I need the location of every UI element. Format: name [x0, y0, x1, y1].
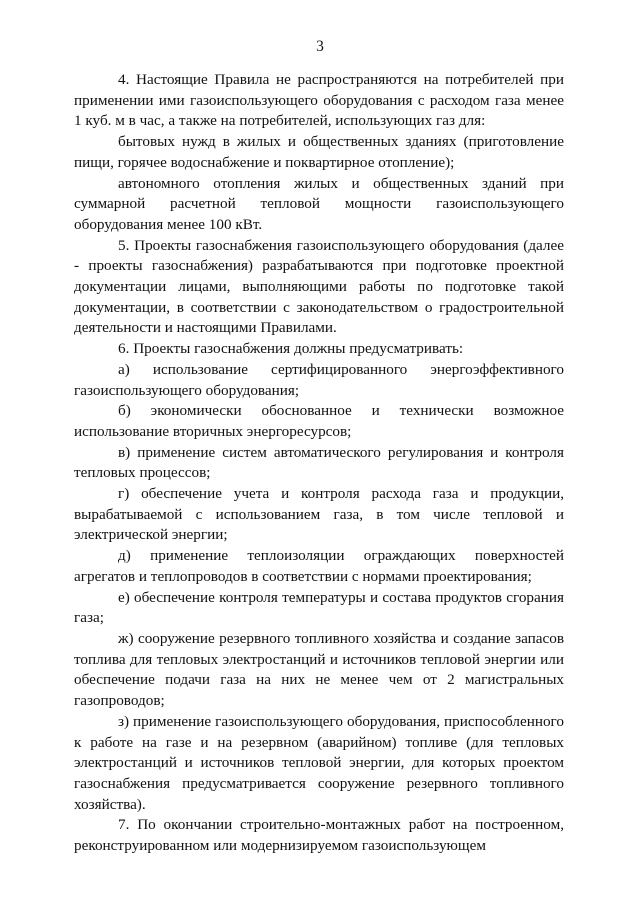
paragraph-6-d: д) применение теплоизоляции ограждающих поверхностей агрегатов и теплопроводов в соответствии с нормами проектирования;: [74, 547, 564, 585]
paragraph-6-z: з) применение газоиспользующего оборудования, приспособленного к работе на газе и на резервном (аварийном) топливе (для тепловых электростанций и источников тепловой энергии, для которых проектом газоснабжения предусматривается сооружение резервного топливного хозяйства).: [74, 712, 564, 813]
paragraph-6-e: е) обеспечение контроля температуры и состава продуктов сгорания газа;: [74, 588, 564, 627]
paragraph-6-b: б) экономически обоснованное и технически возможное использование вторичных энергоресурсов;: [74, 402, 564, 440]
paragraph-6-zh: ж) сооружение резервного топливного хозяйства и создание запасов топлива для тепловых электростанций и источников тепловой энергии или обеспечение подачи газа на них не менее чем от 2 магистральных газопроводов;: [74, 629, 564, 710]
paragraph-4-autonomous: автономного отопления жилых и общественных зданий при суммарной расчетной тепловой мощности газоиспользующего оборудования менее 100 кВт.: [74, 174, 564, 233]
paragraph-4-household: бытовых нужд в жилых и общественных зданиях (приготовление пищи, горячее водоснабжение и поквартирное отопление);: [74, 133, 564, 171]
paragraph-5: 5. Проекты газоснабжения газоиспользующего оборудования (далее - проекты газоснабжения) разрабатываются при подготовке проектной документации лицами, выполняющими работы по подготовке такой документации, в соответствии с законодательством о градостроительной деятельности и настоящими Правилами.: [74, 236, 564, 337]
paragraph-4: 4. Настоящие Правила не распространяются на потребителей при применении ими газоиспользующего оборудования с расходом газа менее 1 куб. м в час, а также на потребителей, использующих газ для:: [74, 71, 564, 130]
document-body: [74, 70, 564, 857]
page-number: 3: [316, 38, 324, 55]
paragraph-7: 7. По окончании строительно-монтажных работ на построенном, реконструированном или модернизируемом газоиспользующем: [74, 816, 564, 855]
paragraph-6: 6. Проекты газоснабжения должны предусматривать:: [118, 340, 464, 358]
paragraph-6-v: в) применение систем автоматического регулирования и контроля тепловых процессов;: [74, 443, 564, 482]
paragraph-6-g: г) обеспечение учета и контроля расхода газа и продукции, вырабатываемой с использованием газа, в том числе тепловой и электрической энергии;: [74, 485, 564, 544]
paragraph-6-a: а) использование сертифицированного энергоэффективного газоиспользующего оборудования;: [74, 360, 564, 399]
